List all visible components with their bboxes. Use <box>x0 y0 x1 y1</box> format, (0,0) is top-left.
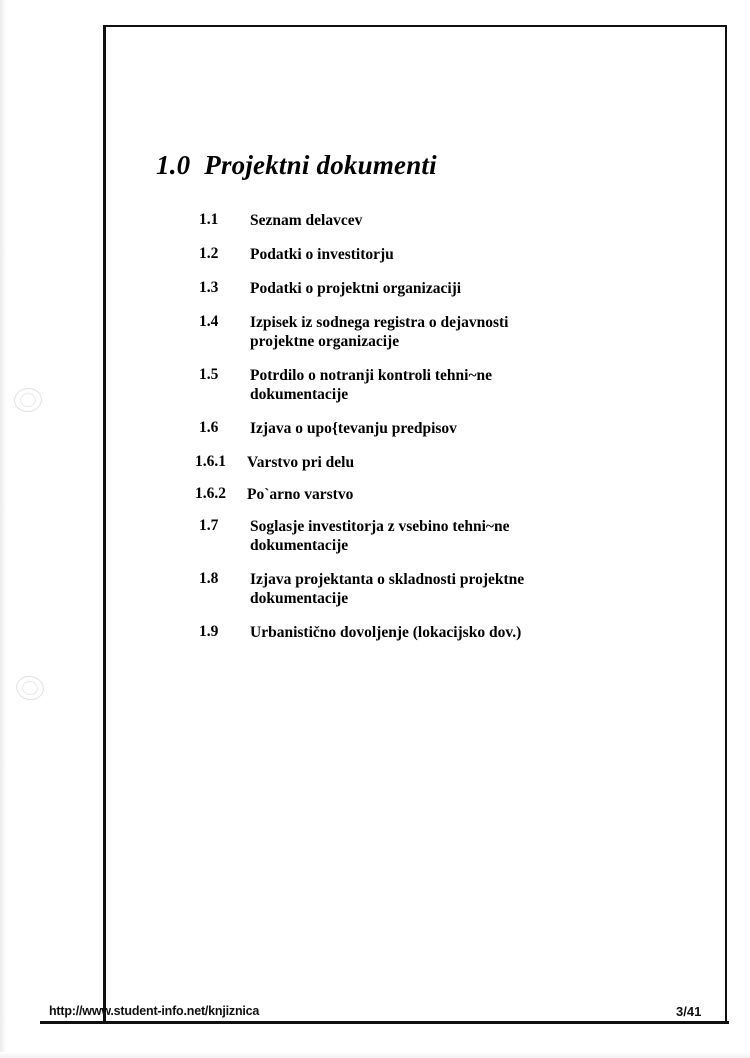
scan-edge-artifact-bottom <box>0 1052 750 1058</box>
toc-entry-number: 1.8 <box>199 570 219 587</box>
toc-entry[interactable] <box>0 366 750 404</box>
toc-entry-label-line1: Podatki o projektni organizaciji <box>250 280 462 297</box>
toc-entry-label <box>250 211 590 230</box>
toc-entry[interactable] <box>0 453 750 472</box>
toc-entry-label <box>250 517 590 555</box>
toc-entry-label <box>250 570 590 608</box>
toc-entry-number: 1.9 <box>199 623 219 640</box>
toc-entry[interactable] <box>0 313 750 351</box>
hole-punch-artifact-icon <box>14 673 46 702</box>
toc-entry[interactable] <box>0 570 750 608</box>
toc-entry-label-line2: dokumentacije <box>250 537 349 554</box>
toc-entry-label-line1: Varstvo pri delu <box>247 454 355 471</box>
toc-entry-label <box>250 279 590 298</box>
toc-entry-label-line1: Podatki o investitorju <box>250 246 394 263</box>
toc-entry[interactable] <box>0 211 750 230</box>
toc-entry-label-line1: Izpisek iz sodnega registra o dejavnosti <box>250 314 509 331</box>
toc-entry-label-line1: Soglasje investitorja z vsebino tehni~ne <box>250 518 510 535</box>
toc-entry[interactable] <box>0 245 750 264</box>
toc-entry-label-line1: Po`arno varstvo <box>247 486 354 503</box>
footer-url[interactable]: http://www.student-info.net/knjiznica <box>49 1004 260 1018</box>
toc-entry-number: 1.4 <box>199 313 219 330</box>
toc-entry-label <box>247 485 590 504</box>
toc-entry-label <box>250 245 590 264</box>
toc-entry-label <box>250 366 590 404</box>
toc-entry-label-line2: projektne organizacije <box>250 333 400 350</box>
toc-entry[interactable] <box>0 485 750 504</box>
toc-entry-label-line2: dokumentacije <box>250 590 349 607</box>
toc-entry[interactable] <box>0 517 750 555</box>
toc-entry-label-line2: dokumentacije <box>250 386 349 403</box>
page-title: 1.0 Projektni dokumenti <box>156 150 437 180</box>
toc-entry-number: 1.6 <box>199 419 219 436</box>
toc-entry[interactable] <box>0 279 750 298</box>
toc-entry-number: 1.6.2 <box>195 485 226 502</box>
toc-entry-number: 1.5 <box>199 366 219 383</box>
toc-entry-label <box>250 419 590 438</box>
toc-entry-label-line1: Izjava o upo{tevanju predpisov <box>250 420 457 437</box>
toc-entry-number: 1.2 <box>199 245 219 262</box>
toc-entry-number: 1.3 <box>199 279 219 296</box>
footer-page-number: 3/41 <box>676 1004 702 1019</box>
toc-entry-number: 1.7 <box>199 517 219 534</box>
toc-entry-number: 1.1 <box>199 211 219 228</box>
toc-entry[interactable] <box>0 623 750 642</box>
table-of-contents <box>0 211 750 657</box>
toc-entry-label <box>250 313 590 351</box>
toc-entry-label-line1: Seznam delavcev <box>250 212 363 229</box>
page-border-bottom-rule <box>40 1021 729 1024</box>
toc-entry-label <box>250 623 590 642</box>
toc-entry-number: 1.6.1 <box>195 453 226 470</box>
toc-entry-label-line1: Potrdilo o notranji kontroli tehni~ne <box>250 367 493 384</box>
toc-entry-label-line1: Urbanistično dovoljenje (lokacijsko dov.) <box>250 624 522 641</box>
toc-entry[interactable] <box>0 419 750 438</box>
toc-entry-label <box>247 453 590 472</box>
toc-entry-label-line1: Izjava projektanta o skladnosti projektne <box>250 571 525 588</box>
